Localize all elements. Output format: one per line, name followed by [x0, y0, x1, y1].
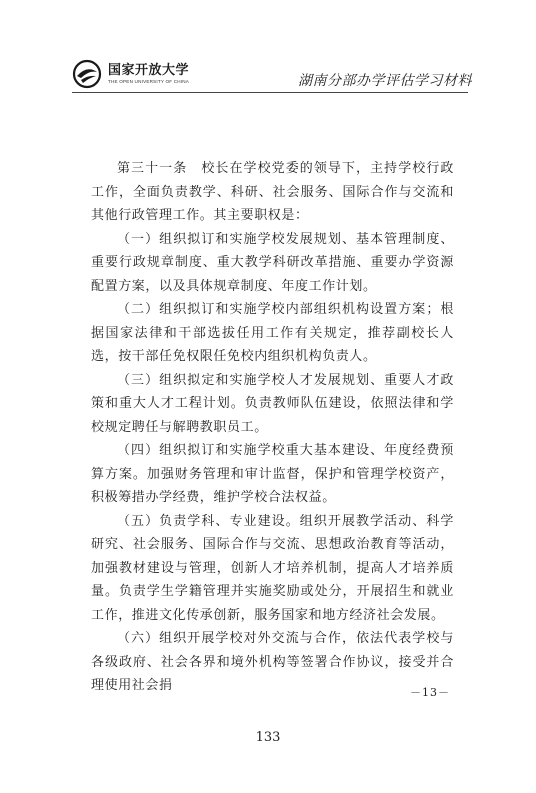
header-divider: [72, 92, 468, 93]
page-number: 133: [255, 730, 281, 745]
logo-name-en: THE OPEN UNIVERSITY OF CHINA: [108, 78, 190, 84]
clause-paragraph: （四）组织拟订和实施学校重大基本建设、年度经费预算方案。加强财务管理和审计监督，保护和管理学校资产，积极筹措办学经费，维护学校合法权益。: [91, 443, 454, 505]
article-paragraph: 第三十一条 校长在学校党委的领导下，主持学校行政工作，全面负责教学、科研、社会服务、国际合作与交流和其他行政管理工作。其主要职权是：: [91, 161, 454, 223]
page-header: [0, 0, 536, 100]
logo-name-cn: 国家开放大学: [108, 62, 190, 78]
clause-paragraph: （一）组织拟订和实施学校发展规划、基本管理制度、重要行政规章制度、重大教学科研改革措施、重要办学资源配置方案，以及具体规章制度、年度工作计划。: [91, 231, 454, 294]
university-logo: [72, 56, 212, 92]
document-body: [91, 157, 454, 698]
university-emblem-icon: [72, 59, 102, 89]
header-title: 湖南分部办学评估学习材料: [298, 73, 472, 89]
clause-paragraph: （六）组织开展学校对外交流与合作，依法代表学校与各级政府、社会各界和境外机构等签署合作协议，接受并合理使用社会捐: [91, 631, 454, 693]
inner-page-number: －13－: [410, 686, 450, 699]
clause-paragraph: （三）组织拟定和实施学校人才发展规划、重要人才政策和重大人才工程计划。负责教师队伍建设，依照法律和学校规定聘任与解聘教职员工。: [91, 372, 454, 435]
clause-paragraph: （二）组织拟订和实施学校内部组织机构设置方案；根据国家法律和干部选拔任用工作有关规定，推荐副校长人选，按干部任免权限任免校内组织机构负责人。: [91, 302, 454, 364]
clause-paragraph: （五）负责学科、专业建设。组织开展教学活动、科学研究、社会服务、国际合作与交流、思想政治教育等活动，加强教材建设与管理，创新人才培养机制，提高人才培养质量。负责学生学籍管理并实施奖励或处分，开展招生和就业工作，推进文化传承创新，服务国家和地方经济社会发展。: [91, 513, 454, 623]
